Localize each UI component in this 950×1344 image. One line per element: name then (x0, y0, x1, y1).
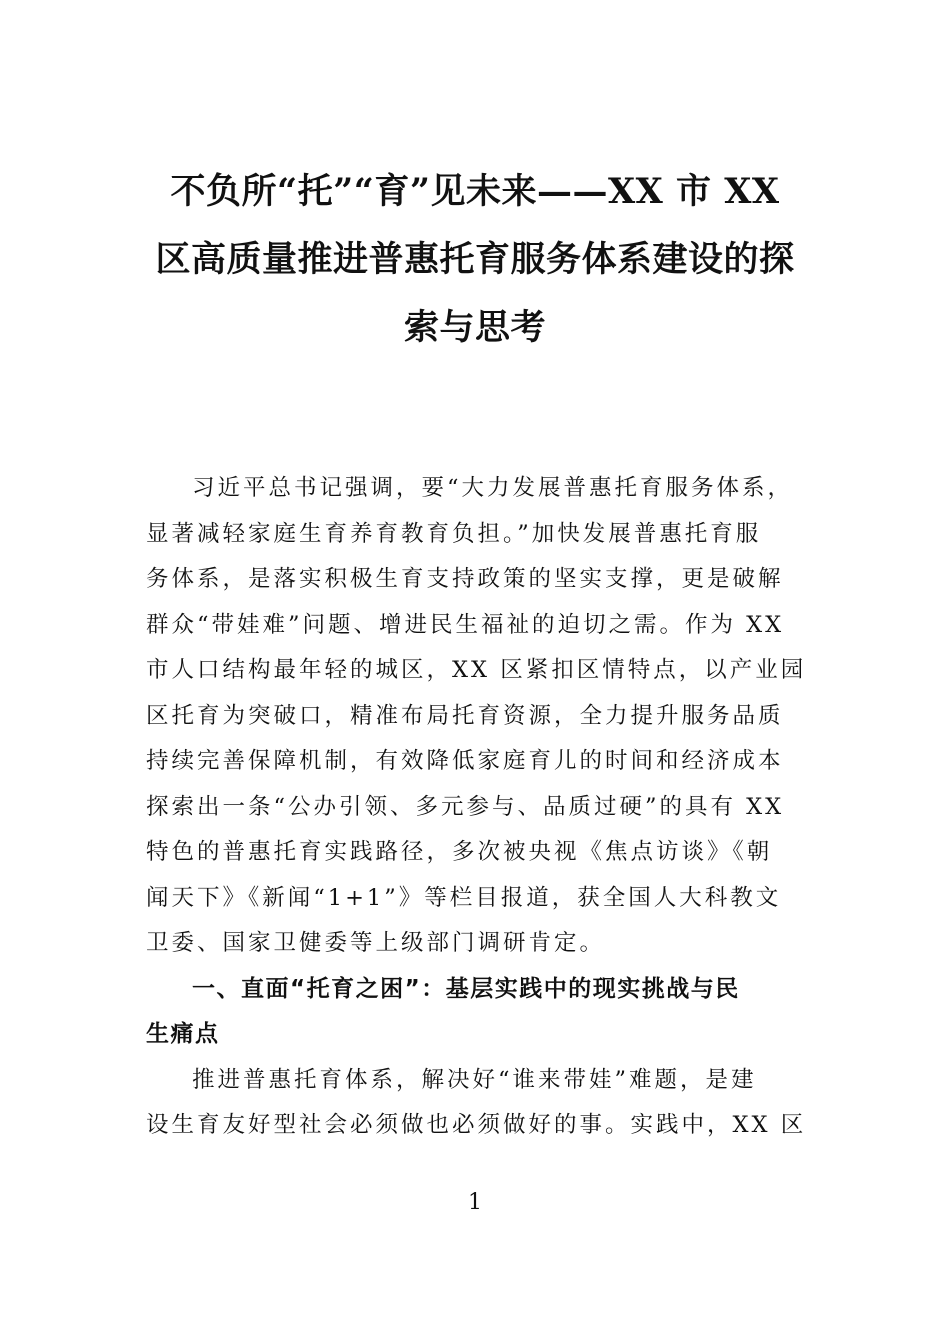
body-line: 务体系，是落实积极生育支持政策的坚实支撑，更是破解 (146, 566, 784, 592)
body-line: 设生育友好型社会必须做也必须做好的事。实践中，XX 区 (146, 1112, 807, 1138)
document-body (146, 466, 806, 1149)
body-line: 探索出一条“公办引领、多元参与、品质过硬”的具有 XX (146, 793, 785, 820)
body-line: 特色的普惠托育实践路径，多次被央视《焦点访谈》《朝 (146, 839, 773, 865)
section-paragraph (146, 1058, 806, 1149)
body-line: 市人口结构最年轻的城区，XX 区紧扣区情特点，以产业园 (146, 657, 807, 683)
body-line: 卫委、国家卫健委等上级部门调研肯定。 (146, 930, 606, 956)
body-line: 显著减轻家庭生育养育教育负担。”加快发展普惠托育服 (146, 520, 762, 547)
body-line: 群众“带娃难”问题、增进民生福祉的迫切之需。作为 XX (146, 611, 785, 638)
heading-line: 一、直面“托育之困”：基层实践中的现实挑战与民 (192, 975, 740, 1002)
body-line: 持续完善保障机制，有效降低家庭育儿的时间和经济成本 (146, 748, 784, 774)
body-line: 闻天下》《新闻“1+1”》等栏目报道，获全国人大科教文 (146, 884, 782, 911)
body-line: 推进普惠托育体系，解决好“谁来带娃”难题，是建 (192, 1066, 757, 1093)
intro-paragraph (146, 466, 806, 967)
title-line-3: 索与思考 (403, 307, 546, 348)
title-line-2: 区高质量推进普惠托育服务体系建设的探 (155, 239, 795, 280)
body-line: 习近平总书记强调，要“大力发展普惠托育服务体系， (192, 475, 794, 501)
page-number: 1 (468, 1190, 482, 1215)
title-line-1: 不负所“托”“育”见未来——XX 市 XX (170, 171, 780, 212)
heading-line: 生痛点 (146, 1021, 220, 1047)
document-title (140, 158, 810, 362)
body-line: 区托育为突破口，精准布局托育资源，全力提升服务品质 (146, 702, 784, 729)
section-heading (146, 967, 806, 1058)
